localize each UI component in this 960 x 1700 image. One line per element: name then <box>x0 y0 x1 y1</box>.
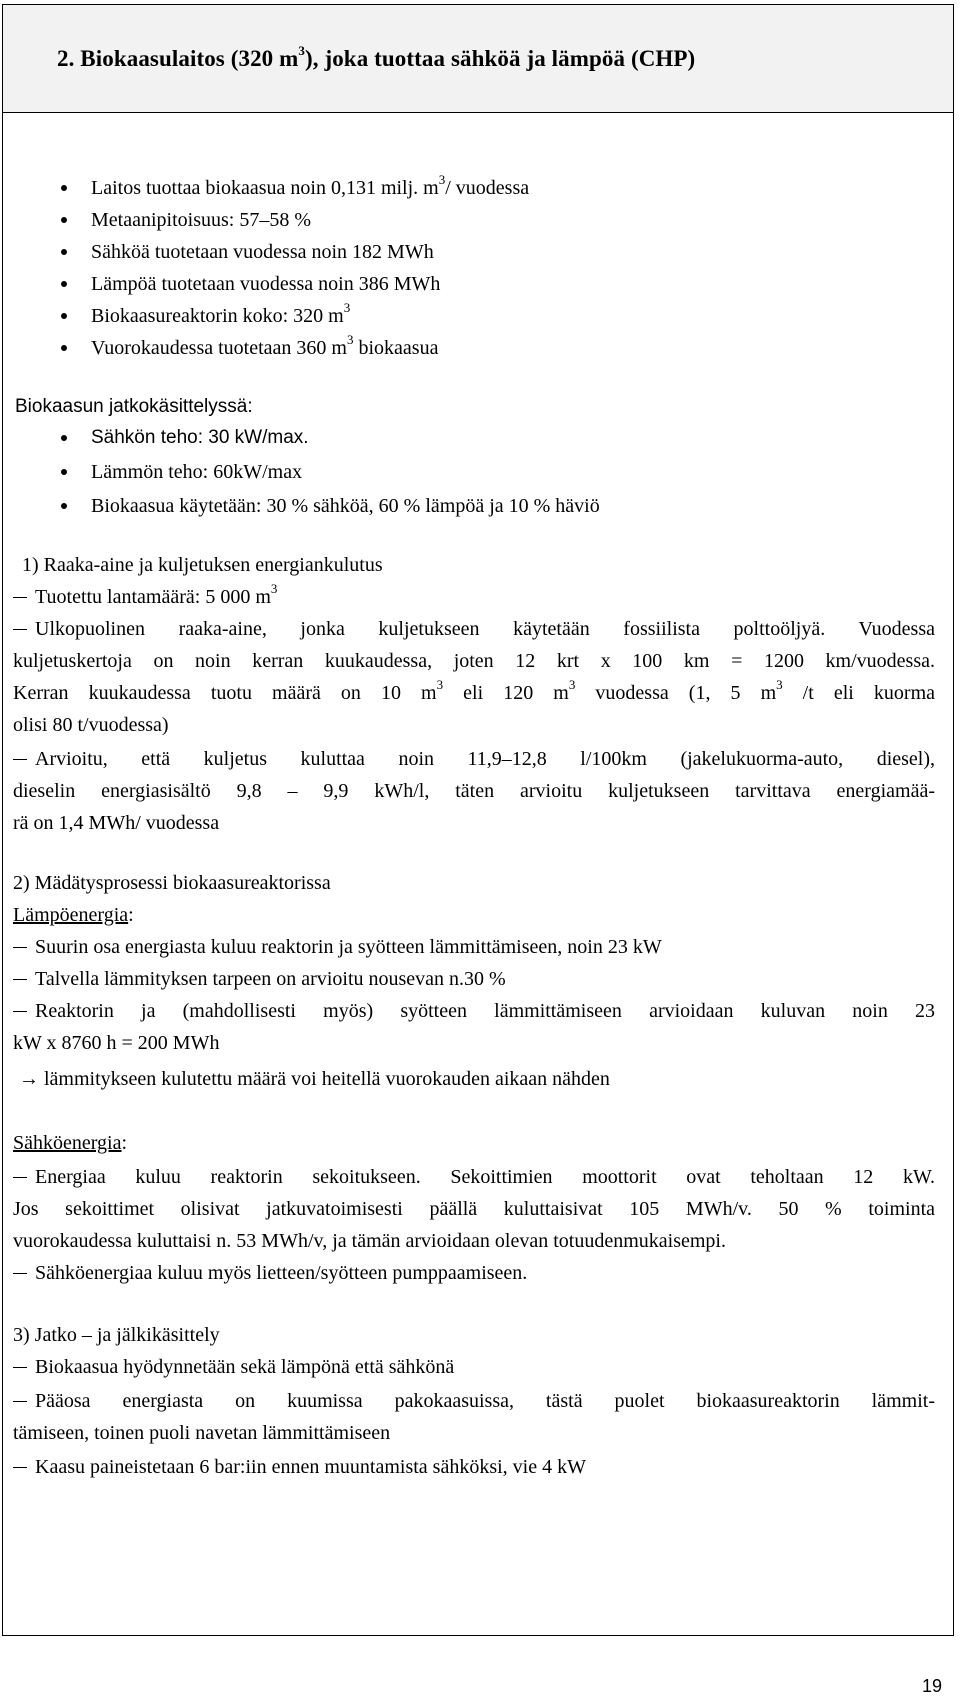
electric-item-1-cont: Jos sekoittimet olisivat jatkuvatoimisesti päällä kuluttaisivat 105 MWh/v. 50 % toiminta <box>13 1198 935 1220</box>
section1-diesel-energy: dieselin energiasisältö 9,8 – 9,9 kWh/l, täten arvioitu kuljetukseen tarvittava energiamää- <box>13 780 935 802</box>
electric-item-1-cont2: vuorokaudessa kuluttaisi n. 53 MWh/v, ja tämän arvioidaan olevan totuudenmukaisempi. <box>13 1230 726 1252</box>
dash-icon <box>13 947 27 949</box>
heat-arrow-note: → lämmitykseen kulutettu määrä voi heitellä vuorokauden aikaan nähden <box>19 1068 610 1090</box>
dash-icon <box>13 1367 27 1369</box>
bullet-icon <box>61 313 67 319</box>
page-number: 19 <box>921 1676 942 1696</box>
heat-item-3: Reaktorin ja (mahdollisesti myös) syötteen lämmittämiseen arvioidaan kuluvan noin 23 <box>13 999 935 1023</box>
section3-item-2: Pääosa energiasta on kuumissa pakokaasuissa, tästä puolet biokaasureaktorin lämmit- <box>13 1389 935 1413</box>
section1-consumption: Arvioitu, että kuljetus kuluttaa noin 11,9–12,8 l/100km (jakelukuorma-auto, diesel), <box>13 747 935 771</box>
section1-external-material: Ulkopuolinen raaka-aine, jonka kuljetukseen käytetään fossiilista polttoöljyä. Vuodessa <box>13 617 935 641</box>
bullet-icon <box>61 217 67 223</box>
section-header <box>3 5 953 113</box>
dash-icon <box>13 597 27 599</box>
fact-electricity: Sähköä tuotetaan vuodessa noin 182 MWh <box>91 241 434 263</box>
dash-icon <box>13 1401 27 1403</box>
dash-icon <box>13 759 27 761</box>
dash-icon <box>13 1273 27 1275</box>
processing-heat-power: Lämmön teho: 60kW/max <box>91 461 303 483</box>
section3-item-1: Biokaasua hyödynnetään sekä lämpönä että sähkönä <box>13 1355 454 1379</box>
section1-energy-total: rä on 1,4 MWh/ vuodessa <box>13 812 220 834</box>
bullet-icon <box>61 503 67 509</box>
processing-usage: Biokaasua käytetään: 30 % sähköä, 60 % lämpöä ja 10 % häviö <box>91 495 600 517</box>
electric-item-2: Sähköenergiaa kuluu myös lietteen/syötteen pumppaamiseen. <box>13 1261 527 1285</box>
heat-energy-label: Lämpöenergia: <box>13 904 134 926</box>
processing-electric-power: Sähkön teho: 30 kW/max. <box>91 427 309 448</box>
section3-item-2-cont: tämiseen, toinen puoli navetan lämmittämiseen <box>13 1422 391 1444</box>
fact-methane: Metaanipitoisuus: 57–58 % <box>91 209 311 231</box>
section1-load: olisi 80 t/vuodessa) <box>13 714 169 736</box>
section1-manure: Tuotettu lantamäärä: 5 000 $m^3$ <box>13 585 277 609</box>
section1-monthly-amount: Kerran kuukaudessa tuotu määrä on 10 $m^3$ eli 120 $m^3$ vuodessa (1, 5 $m^3$ /t eli kuorma <box>13 677 936 704</box>
electric-energy-label: Sähköenergia: <box>13 1132 128 1154</box>
fact-production: Laitos tuottaa biokaasua noin 0,131 milj. $m^3/$ vuodessa <box>91 172 530 199</box>
heat-item-2: Talvella lämmityksen tarpeen on arvioitu nousevan n.30 % <box>13 967 506 991</box>
heat-item-3-cont: kW x 8760 h = 200 MWh <box>13 1032 220 1054</box>
dash-icon <box>13 1011 27 1013</box>
processing-heading: Biokaasun jatkokäsittelyssä: <box>15 396 253 417</box>
bullet-icon <box>61 469 67 475</box>
bullet-icon <box>61 345 67 351</box>
fact-reactor-size: Biokaasureaktorin koko: 320 $m^3$ <box>91 300 351 327</box>
dash-icon <box>13 1467 27 1469</box>
fact-heat: Lämpöä tuotetaan vuodessa noin 386 MWh <box>91 273 441 295</box>
section2-heading: 2) Mädätysprosessi biokaasureaktorissa <box>13 872 331 894</box>
fact-daily-gas: Vuorokaudessa tuotetaan 360 $m^3$ biokaasua <box>91 332 439 359</box>
section1-heading: 1) Raaka-aine ja kuljetuksen energiankulutus <box>22 554 383 576</box>
section3-heading: 3) Jatko – ja jälkikäsittely <box>13 1324 220 1346</box>
document-frame <box>2 4 954 1636</box>
dash-icon <box>13 979 27 981</box>
heat-item-1: Suurin osa energiasta kuluu reaktorin ja syötteen lämmittämiseen, noin 23 kW <box>13 935 662 959</box>
bullet-icon <box>61 435 67 441</box>
bullet-icon <box>61 185 67 191</box>
electric-item-1: Energiaa kuluu reaktorin sekoitukseen. Sekoittimien moottorit ovat teholtaan 12 kW. <box>13 1165 935 1189</box>
dash-icon <box>13 1177 27 1179</box>
bullet-icon <box>61 249 67 255</box>
section3-item-3: Kaasu paineistetaan 6 bar:iin ennen muuntamista sähköksi, vie 4 kW <box>13 1455 586 1479</box>
dash-icon <box>13 629 27 631</box>
section1-transport-trips: kuljetuskertoja on noin kerran kuukaudessa, joten 12 krt x 100 km = 1200 km/vuodessa. <box>13 650 935 672</box>
bullet-icon <box>61 281 67 287</box>
section-title: 2. Biokaasulaitos (320 $m^3$), joka tuottaa sähköä ja lämpöä (CHP) <box>57 42 696 71</box>
